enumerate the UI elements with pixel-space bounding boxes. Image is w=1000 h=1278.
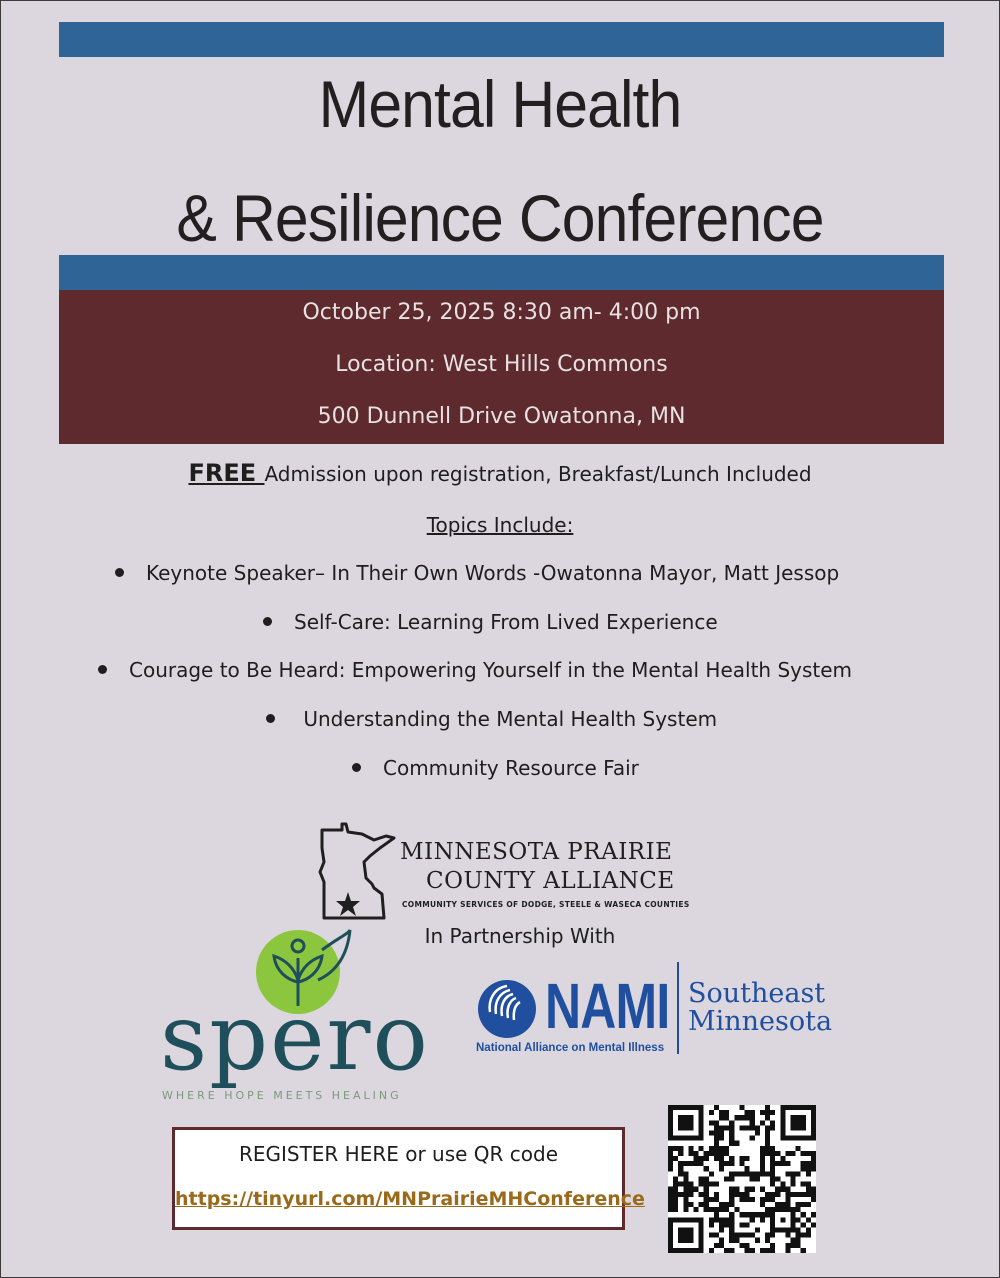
topic-item [352,756,639,780]
free-label: FREE [188,459,265,487]
nami-divider [677,962,679,1054]
bullet-icon [98,665,107,674]
admission-line [0,459,1000,487]
nami-full-name: National Alliance on Mental Illness [476,1042,665,1054]
partnership-text: In Partnership With [424,924,616,948]
topic-text: Self-Care: Learning From Lived Experience [294,610,718,634]
bullet-icon [115,568,124,577]
topic-text: Understanding the Mental Health System [297,707,718,731]
nami-swirl-icon [476,978,538,1040]
spero-wordmark: spero [160,984,430,1091]
topic-text: Community Resource Fair [383,756,639,780]
register-box [172,1127,645,1230]
title-line-1: Mental Health [318,67,682,141]
middle-blue-bar [59,255,944,290]
mn-prairie-name-line-2: COUNTY ALLIANCE [426,868,675,894]
bullet-icon [263,617,272,626]
topic-item [263,610,718,634]
topic-item [115,561,839,585]
topic-item [266,707,717,731]
topic-item [98,658,852,682]
event-location: Location: West Hills Commons [335,352,668,377]
event-info-box [59,290,944,444]
nami-region-line-2: Minnesota [688,1006,833,1037]
mn-prairie-name-line-1: MINNESOTA PRAIRIE [400,839,673,865]
qr-code-icon[interactable] [668,1105,816,1253]
bullet-icon [266,714,275,723]
nami-region-line-1: Southeast [688,978,826,1009]
register-link[interactable]: https://tinyurl.com/MNPrairieMHConference [175,1188,645,1210]
top-blue-bar [59,22,944,57]
minnesota-state-icon [318,822,400,922]
title-line-2: & Resilience Conference [176,181,824,255]
mn-prairie-subtitle: COMMUNITY SERVICES OF DODGE, STEELE & WASECA COUNTIES [402,900,690,909]
bullet-icon [352,763,361,772]
spero-tagline: WHERE HOPE MEETS HEALING [162,1089,402,1102]
mn-prairie-logo [318,822,718,922]
topic-text: Keynote Speaker– In Their Own Words -Owatonna Mayor, Matt Jessop [146,561,840,585]
register-text: REGISTER HERE or use QR code [238,1142,559,1166]
nami-wordmark: NAMI [545,970,670,1042]
topic-text: Courage to Be Heard: Empowering Yourself in the Mental Health System [129,658,853,682]
topics-heading: Topics Include: [426,513,574,537]
event-datetime: October 25, 2025 8:30 am- 4:00 pm [302,300,701,325]
admission-details: Admission upon registration, Breakfast/Lunch Included [264,462,812,486]
event-address: 500 Dunnell Drive Owatonna, MN [317,404,686,429]
